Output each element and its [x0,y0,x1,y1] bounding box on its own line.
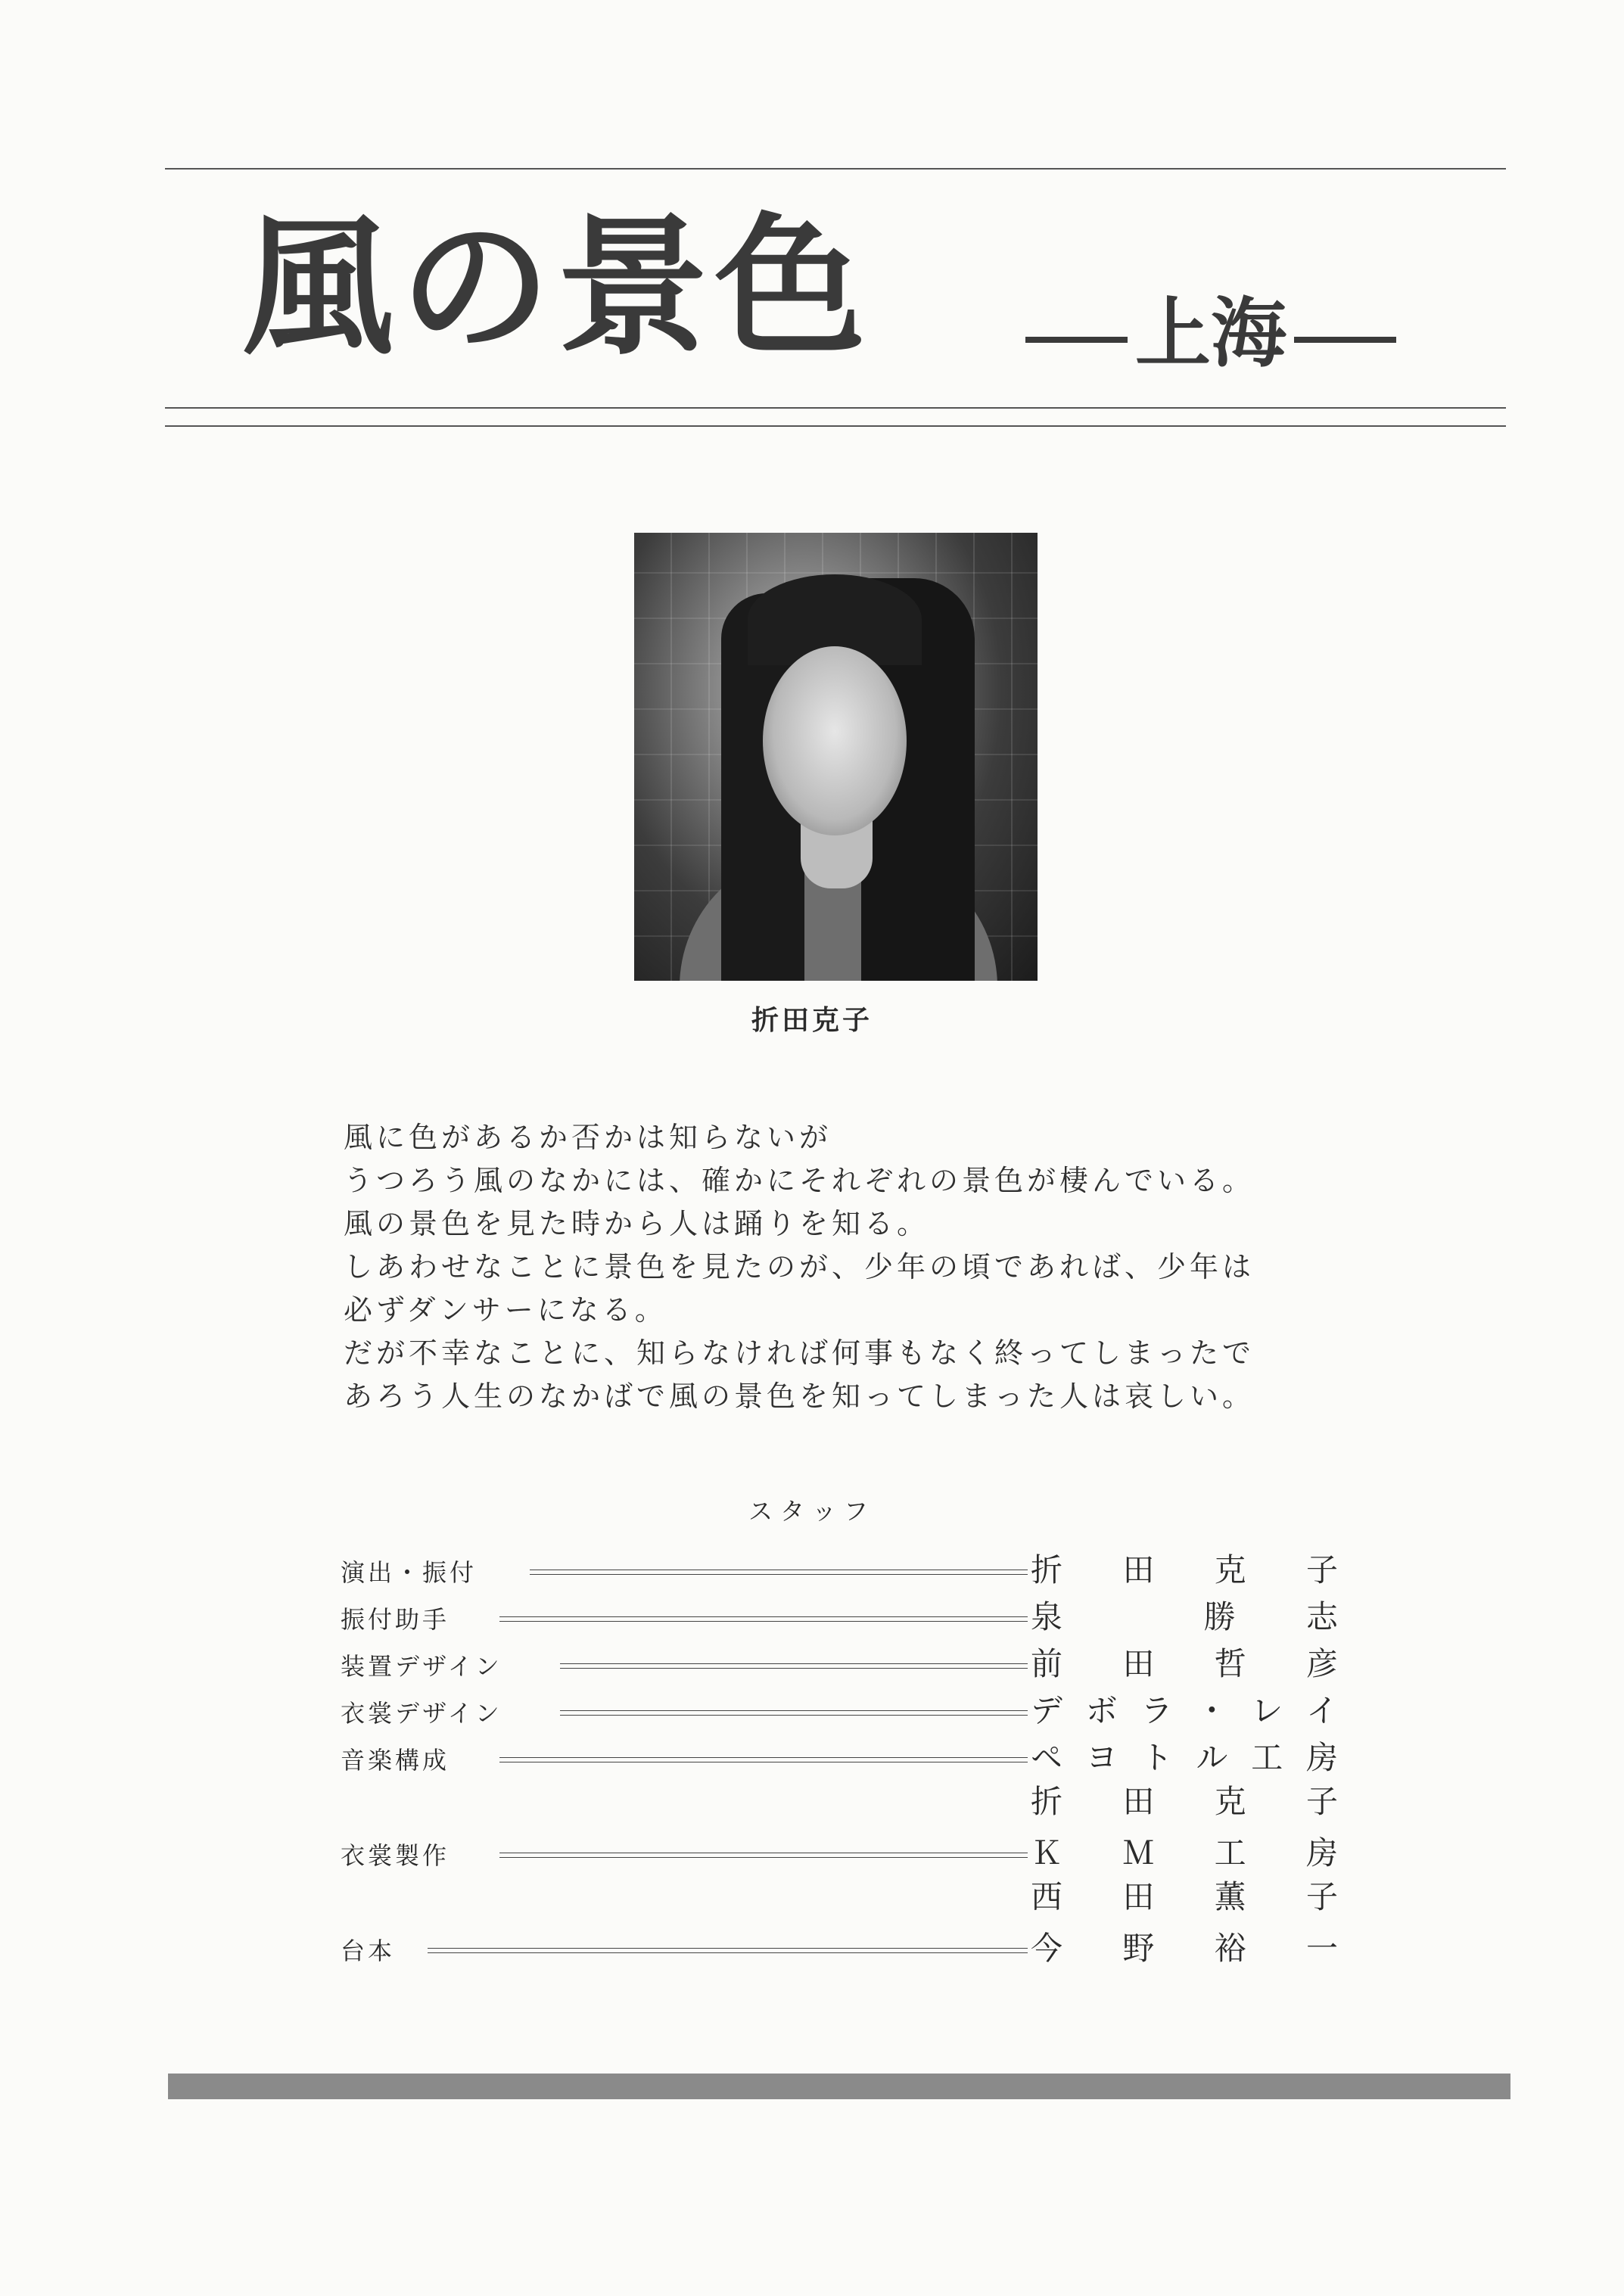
staff-row [341,1645,1339,1683]
essay-line: だが不幸なことに、知らなければ何事もなく終ってしまったで [344,1336,1255,1370]
staff-name-char: 田 [1122,1783,1155,1820]
portrait-photo [634,533,1038,981]
staff-name-char: Ｋ [1031,1834,1063,1871]
staff-name [1031,1783,1338,1821]
staff-name-char: ・ [1196,1692,1228,1729]
staff-row [341,1551,1339,1589]
title-rule-upper [165,407,1506,409]
staff-name-char: 子 [1305,1783,1338,1820]
staff-name [1031,1551,1338,1589]
staff-name [1031,1598,1338,1636]
title-rule-lower [165,425,1506,427]
staff-name-char: 田 [1122,1551,1155,1588]
essay-line: うつろう風のなかには、確かにそれぞれの景色が棲んでいる。 [344,1164,1255,1197]
staff-name-char: Ｍ [1122,1834,1155,1871]
staff-name-char: 田 [1122,1878,1155,1915]
staff-row [341,1878,1339,1916]
staff-name [1031,1930,1338,1968]
top-rule [165,168,1506,170]
essay-line: 必ずダンサーになる。 [344,1293,667,1327]
staff-leader-line [428,1948,1028,1953]
staff-name-char: 勝 [1203,1598,1236,1635]
staff-name-char: ラ [1140,1692,1173,1729]
staff-name [1031,1878,1338,1916]
staff-name-char: 折 [1031,1783,1063,1820]
staff-name-char: 房 [1305,1834,1338,1871]
subtitle-dash-left [1025,337,1128,343]
photo-caption: 折田克子 [751,1005,873,1036]
staff-role: 演出・振付 [341,1558,478,1587]
essay-line: 風の景色を見た時から人は踊りを知る。 [344,1207,930,1240]
staff-name-char: 田 [1122,1645,1155,1682]
staff-name-char: 泉 [1031,1598,1063,1635]
staff-name-char: ボ [1085,1692,1118,1729]
title-block [242,198,1453,397]
staff-name-char: イ [1305,1692,1338,1729]
staff-name-char: 工 [1251,1739,1283,1776]
staff-name-char: 彦 [1305,1645,1338,1682]
staff-name-char: 前 [1031,1645,1063,1682]
staff-leader-line [560,1663,1028,1669]
staff-name-char: 野 [1122,1930,1155,1967]
staff-role: 衣裳デザイン [341,1699,502,1728]
staff-leader-line [499,1616,1028,1622]
main-title: 風の景色 [242,198,873,376]
staff-leader-line [499,1853,1028,1858]
staff-name-char: ペ [1031,1739,1063,1776]
staff-role: 音楽構成 [341,1746,450,1775]
essay [344,1116,1403,1418]
staff-leader-line [530,1570,1028,1575]
staff-name-char: 子 [1305,1551,1338,1588]
staff-name-char: 志 [1305,1598,1338,1635]
staff-name-char: 子 [1305,1878,1338,1915]
staff-name-char: ト [1140,1739,1173,1776]
staff-name [1031,1692,1338,1730]
staff-leader-line [560,1710,1028,1716]
staff-role: 衣裳製作 [341,1841,450,1870]
staff-row [341,1598,1339,1636]
staff-name-char: 折 [1031,1551,1063,1588]
essay-line: 風に色があるか否かは知らないが [344,1121,832,1154]
staff-name-char: 哲 [1214,1645,1246,1682]
staff-name-char: ル [1196,1739,1228,1776]
staff-heading: スタッフ [748,1497,876,1526]
staff-name-char: 工 [1214,1834,1246,1871]
staff-row [341,1834,1339,1872]
staff-role: 振付助手 [341,1605,450,1634]
staff-name-char: ヨ [1085,1739,1118,1776]
staff-row [341,1739,1339,1777]
staff-name-char: デ [1031,1692,1063,1729]
staff-name-char: 克 [1214,1551,1246,1588]
subtitle [1018,288,1404,378]
staff-name [1031,1645,1338,1683]
staff-name-char: 今 [1031,1930,1063,1967]
staff-row [341,1783,1339,1821]
staff-name [1031,1739,1338,1777]
staff-name-char: レ [1251,1692,1283,1729]
subtitle-text: 上海 [1135,288,1286,378]
staff-row [341,1930,1339,1968]
photo-face [763,646,907,835]
essay-line: あろう人生のなかばで風の景色を知ってしまった人は哀しい。 [344,1380,1255,1413]
staff-name-char: 裕 [1214,1930,1246,1967]
staff-row [341,1692,1339,1730]
staff-role: 台本 [341,1937,396,1965]
staff-name-char: 一 [1305,1930,1338,1967]
staff-role: 装置デザイン [341,1652,502,1681]
staff-name [1031,1834,1338,1872]
staff-name-char: 西 [1031,1878,1063,1915]
staff-leader-line [499,1757,1028,1762]
subtitle-dash-right [1294,337,1396,343]
essay-line: しあわせなことに景色を見たのが、少年の頃であれば、少年は [344,1250,1255,1283]
staff-name-char: 薫 [1214,1878,1246,1915]
staff-name-char: 克 [1214,1783,1246,1820]
staff-name-char: 房 [1305,1739,1338,1776]
footer-bar [168,2074,1510,2099]
